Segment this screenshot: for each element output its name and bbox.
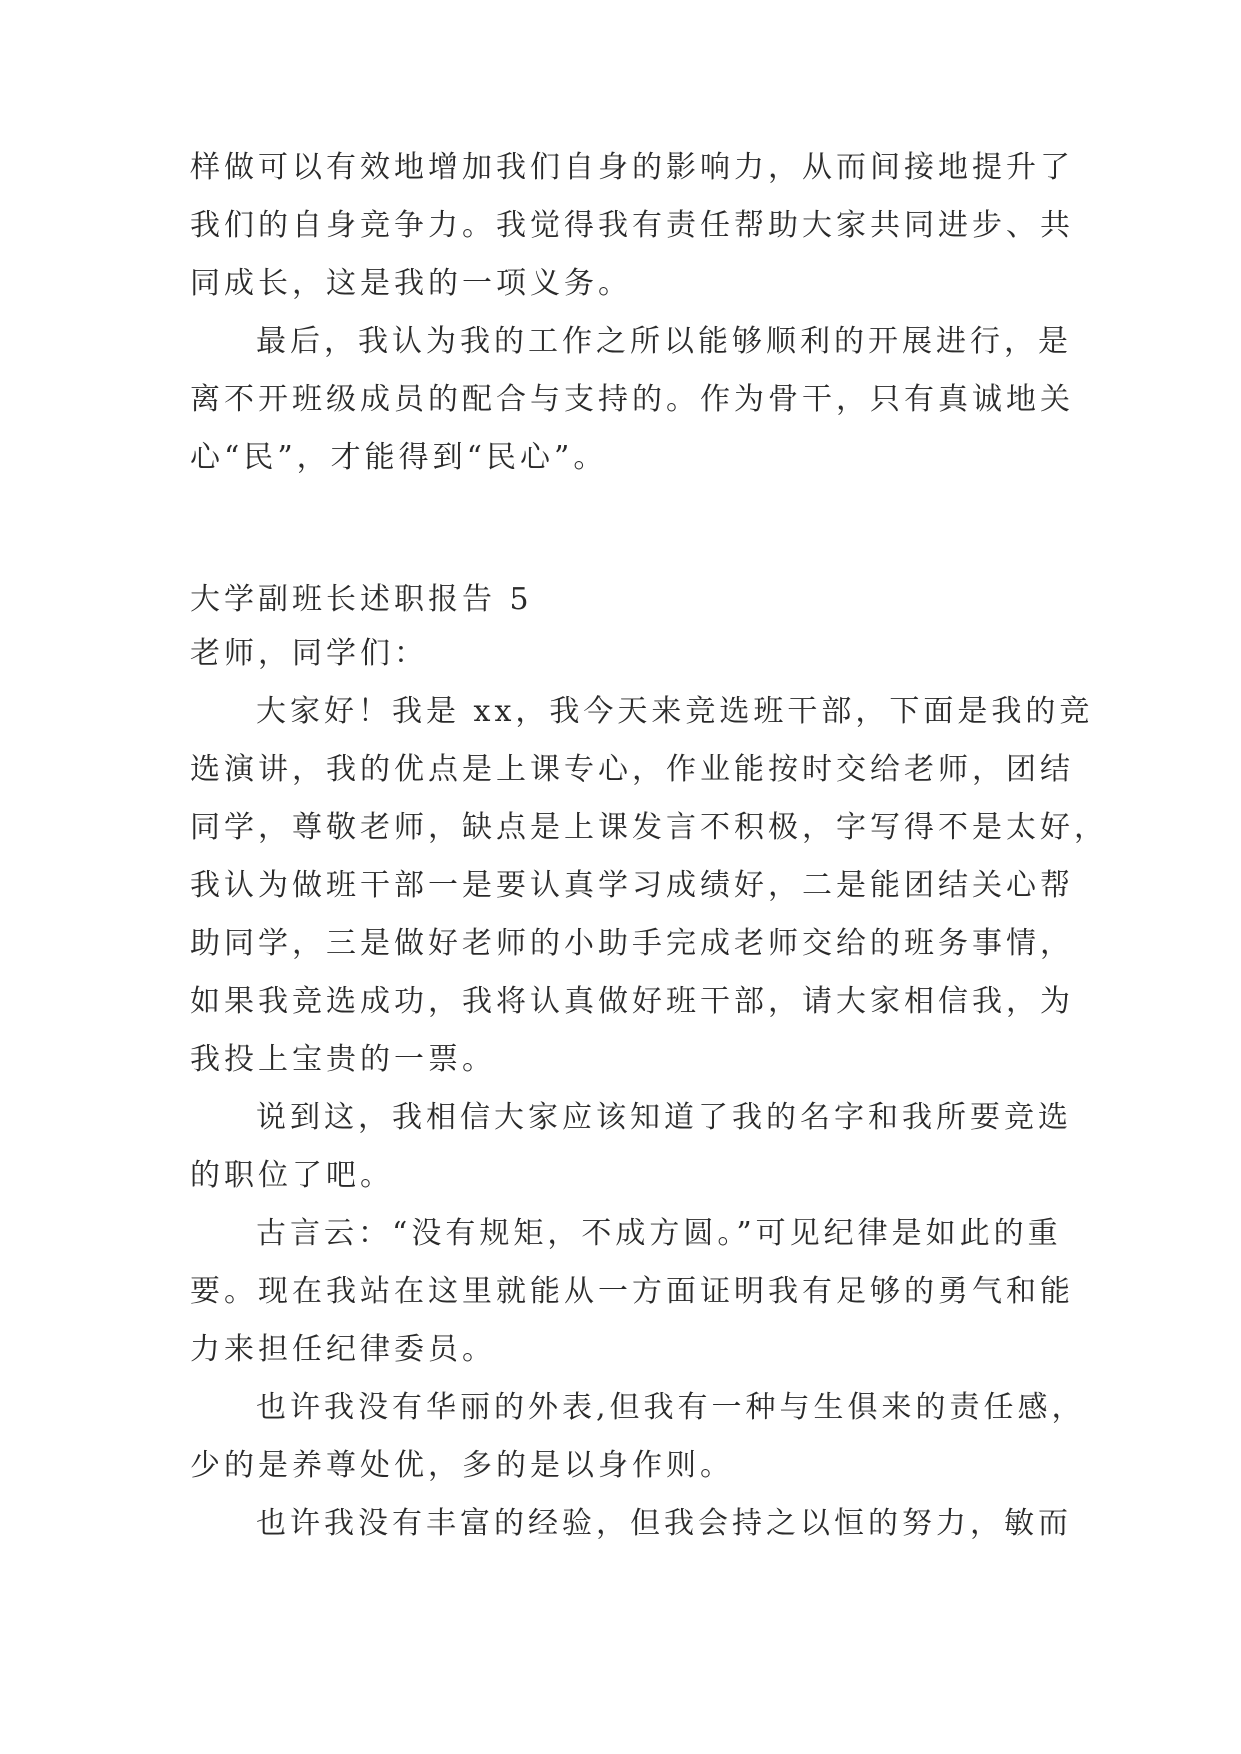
- paragraph-line: 样做可以有效地增加我们自身的影响力，从而间接地提升了: [190, 150, 1074, 185]
- paragraph-line: 我认为做班干部一是要认真学习成绩好，二是能团结关心帮: [190, 868, 1074, 903]
- paragraph-line: 同学，尊敬老师，缺点是上课发言不积极，字写得不是太好，: [190, 810, 1108, 845]
- paragraph-line: 最后，我认为我的工作之所以能够顺利的开展进行，是: [256, 324, 1072, 359]
- paragraph-line: 说到这，我相信大家应该知道了我的名字和我所要竞选: [256, 1100, 1072, 1135]
- paragraph-line: 我投上宝贵的一票。: [190, 1042, 496, 1077]
- paragraph-line: 的职位了吧。: [190, 1158, 394, 1193]
- paragraph-line: 离不开班级成员的配合与支持的。作为骨干，只有真诚地关: [190, 382, 1074, 417]
- paragraph-line: 也许我没有丰富的经验，但我会持之以恒的努力，敏而: [256, 1506, 1072, 1541]
- paragraph-line: 选演讲，我的优点是上课专心，作业能按时交给老师，团结: [190, 752, 1074, 787]
- section-heading: 大学副班长述职报告 5: [190, 582, 533, 617]
- paragraph-line: 力来担任纪律委员。: [190, 1332, 496, 1367]
- paragraph-line: 如果我竞选成功，我将认真做好班干部，请大家相信我，为: [190, 984, 1074, 1019]
- paragraph-line: 要。现在我站在这里就能从一方面证明我有足够的勇气和能: [190, 1274, 1074, 1309]
- paragraph-line: 古言云：“没有规矩，不成方圆。”可见纪律是如此的重: [256, 1216, 1062, 1251]
- paragraph-line: 心“民”，才能得到“民心”。: [190, 440, 608, 475]
- paragraph-line: 我们的自身竞争力。我觉得我有责任帮助大家共同进步、共: [190, 208, 1074, 243]
- paragraph-line: 助同学，三是做好老师的小助手完成老师交给的班务事情，: [190, 926, 1074, 961]
- salutation: 老师，同学们：: [190, 636, 428, 671]
- paragraph-line: 大家好！我是 xx，我今天来竞选班干部，下面是我的竞: [256, 694, 1094, 729]
- paragraph-line: 少的是养尊处优，多的是以身作则。: [190, 1448, 734, 1483]
- paragraph-line: 同成长，这是我的一项义务。: [190, 266, 632, 301]
- paragraph-line: 也许我没有华丽的外表,但我有一种与生俱来的责任感，: [256, 1390, 1086, 1425]
